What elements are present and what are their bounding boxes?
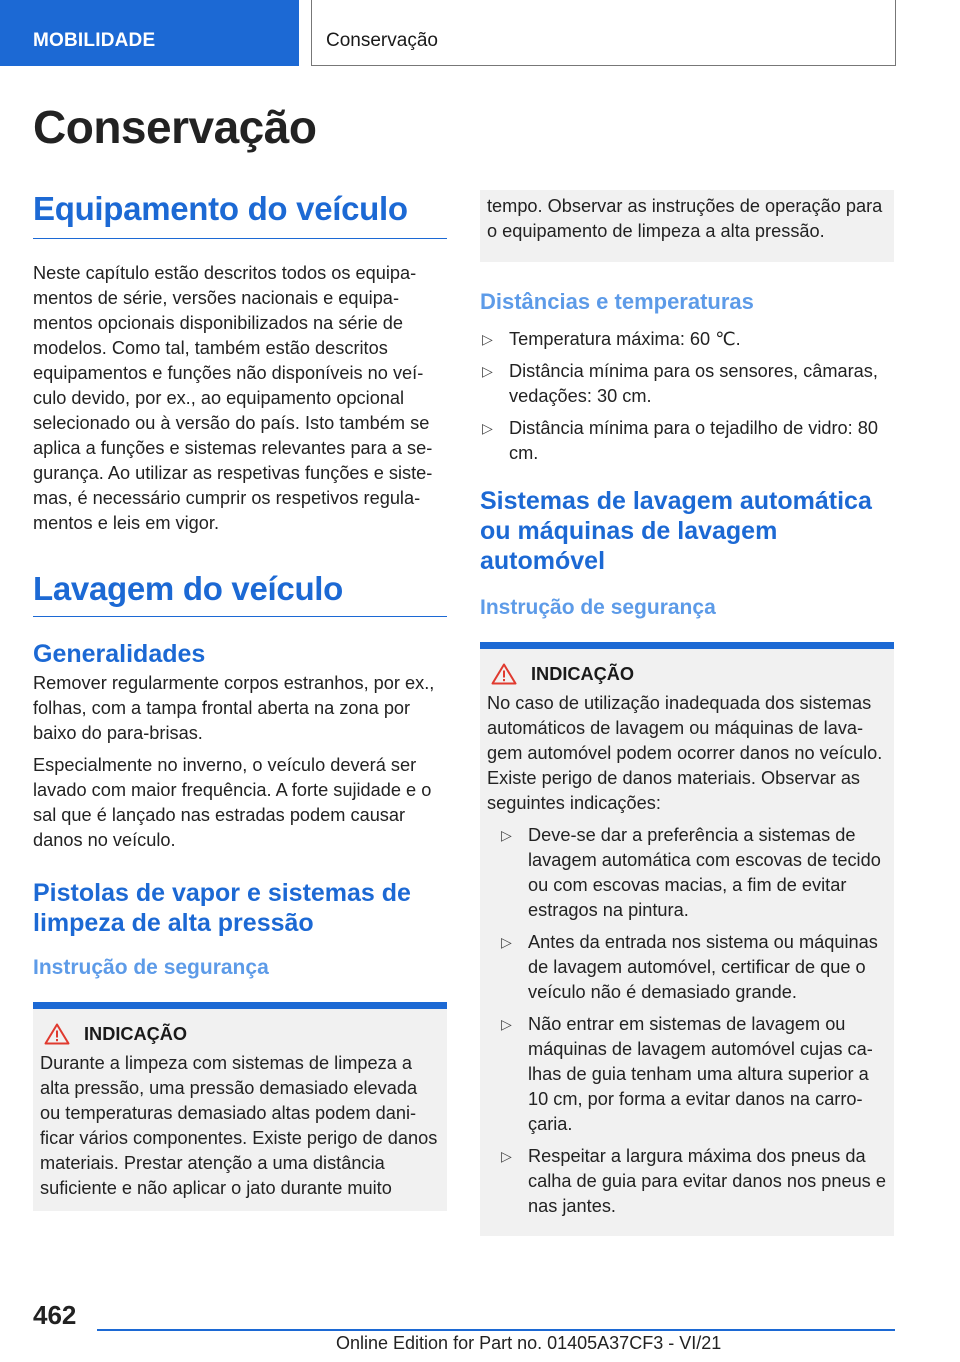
heading-lavagem: Lavagem do veículo (33, 570, 447, 617)
heading-pistolas: Pistolas de vapor e sistemas de limpeza de alta pressão (33, 879, 411, 937)
generalidades-p2: Especialmente no inverno, o veículo deverá ser lavado com maior frequência. A forte sujidade e o sal que é lançado nas estradas podem causar danos no veículo. (33, 755, 432, 850)
notice-box-continued (480, 190, 894, 262)
bullet-triangle-icon: ▷ (501, 827, 512, 843)
bullet-triangle-icon: ▷ (482, 331, 493, 347)
equipamento-text: Neste capítulo estão descritos todos os equipamentos de série, versões nacionais e equipamentos opcionais disponibilizados na série de modelos. Como tal, também estão descritos equipamentos e funções não disponíveis no veículo devido, por ex., ao equipamento opcional selecionado ou à versão do país. Isto também se aplica a funções e sistemas relevantes para a segurança. Ao utilizar as respetivas funções e sistemas, é necessário cumprir os respetivos regulamentos e leis em vigor. (33, 263, 433, 533)
footer-rule (97, 1329, 895, 1331)
notice-label: INDICAÇÃO (84, 1023, 188, 1044)
heading-generalidades: Generalidades (33, 640, 206, 668)
notice-header-2 (487, 663, 886, 685)
list-item: ▷ Antes da entrada nos sistema ou máquinas de lavagem automóvel, certificar de que o veículo não é demasiado grande. (501, 932, 878, 1002)
notice-list (487, 823, 886, 1219)
right-column (480, 190, 894, 1236)
heading-instrucao-seguranca: Instrução de segurança (33, 956, 269, 979)
list-item: ▷ Distância mínima para o tejadilho de vidro: 80 cm. (482, 418, 878, 463)
warning-icon (44, 1023, 70, 1045)
notice-label-2: INDICAÇÃO (531, 663, 635, 684)
bullet-triangle-icon: ▷ (501, 934, 512, 950)
bullet-triangle-icon: ▷ (482, 363, 493, 379)
list-item: ▷ Distância mínima para os sensores, câmaras, vedações: 30 cm. (482, 361, 878, 406)
left-column (33, 190, 447, 1211)
bullet-triangle-icon: ▷ (501, 1148, 512, 1164)
heading-sistemas-lavagem: Sistemas de lavagem automática ou máquinas de lavagem automóvel (480, 487, 872, 575)
notice-top-bar-2 (480, 642, 894, 649)
heading-instrucao-seguranca-2: Instrução de segurança (480, 596, 716, 619)
footer-edition: Online Edition for Part no. 01405A37CF3 - VI/21 (336, 1333, 722, 1353)
bullet-triangle-icon: ▷ (482, 420, 493, 436)
notice-continued-text: tempo. Observar as instruções de operação para o equipamento de limpeza a alta pressão. (487, 196, 883, 241)
page-title: Conservação (33, 101, 317, 153)
list-item: ▷ Respeitar a largura máxima dos pneus da calha de guia para evitar danos nos pneus e nas jantes. (501, 1146, 886, 1216)
notice-header (40, 1023, 439, 1045)
list-item: ▷ Deve-se dar a preferência a sistemas de lavagem automática com escovas de tecido ou com escovas macias, a fim de evitar estragos na pintura. (501, 825, 881, 920)
list-item: ▷ Não entrar em sistemas de lavagem ou máquinas de lavagem automóvel cujas calhas de guia tenham uma altura superior a 10 cm, por forma a evitar danos na carroçaria. (501, 1014, 873, 1134)
warning-icon (491, 663, 517, 685)
generalidades-p1: Remover regularmente corpos estranhos, por ex., folhas, com a tampa frontal aberta na zona por baixo do para-brisas. (33, 673, 435, 743)
list-item: ▷ Temperatura máxima: 60 ℃. (480, 327, 894, 352)
distancias-list (480, 327, 894, 466)
heading-distancias: Distâncias e temperaturas (480, 289, 754, 314)
notice-box (33, 1009, 447, 1211)
running-header-title: Conservação (311, 0, 896, 66)
notice-top-bar (33, 1002, 447, 1009)
bullet-triangle-icon: ▷ (501, 1016, 512, 1032)
heading-equipamento: Equipamento do veículo (33, 190, 447, 239)
notice-text: Durante a limpeza com sistemas de limpeza a alta pressão, uma pressão demasiado elevada ou temperaturas demasiado altas podem danificar vários componentes. Existe perigo de danos materiais. Prestar atenção a uma distância suficiente e não aplicar o jato durante muito (40, 1053, 438, 1198)
notice-text-2: No caso de utilização inadequada dos sistemas automáticos de lavagem ou máquinas de lavagem automóvel podem ocorrer danos no veículo. Existe perigo de danos materiais. Observar as seguintes indicações: (487, 693, 883, 813)
page-number: 462 (33, 1300, 77, 1330)
section-tab[interactable]: MOBILIDADE (0, 0, 299, 66)
notice-box-2 (480, 649, 894, 1236)
